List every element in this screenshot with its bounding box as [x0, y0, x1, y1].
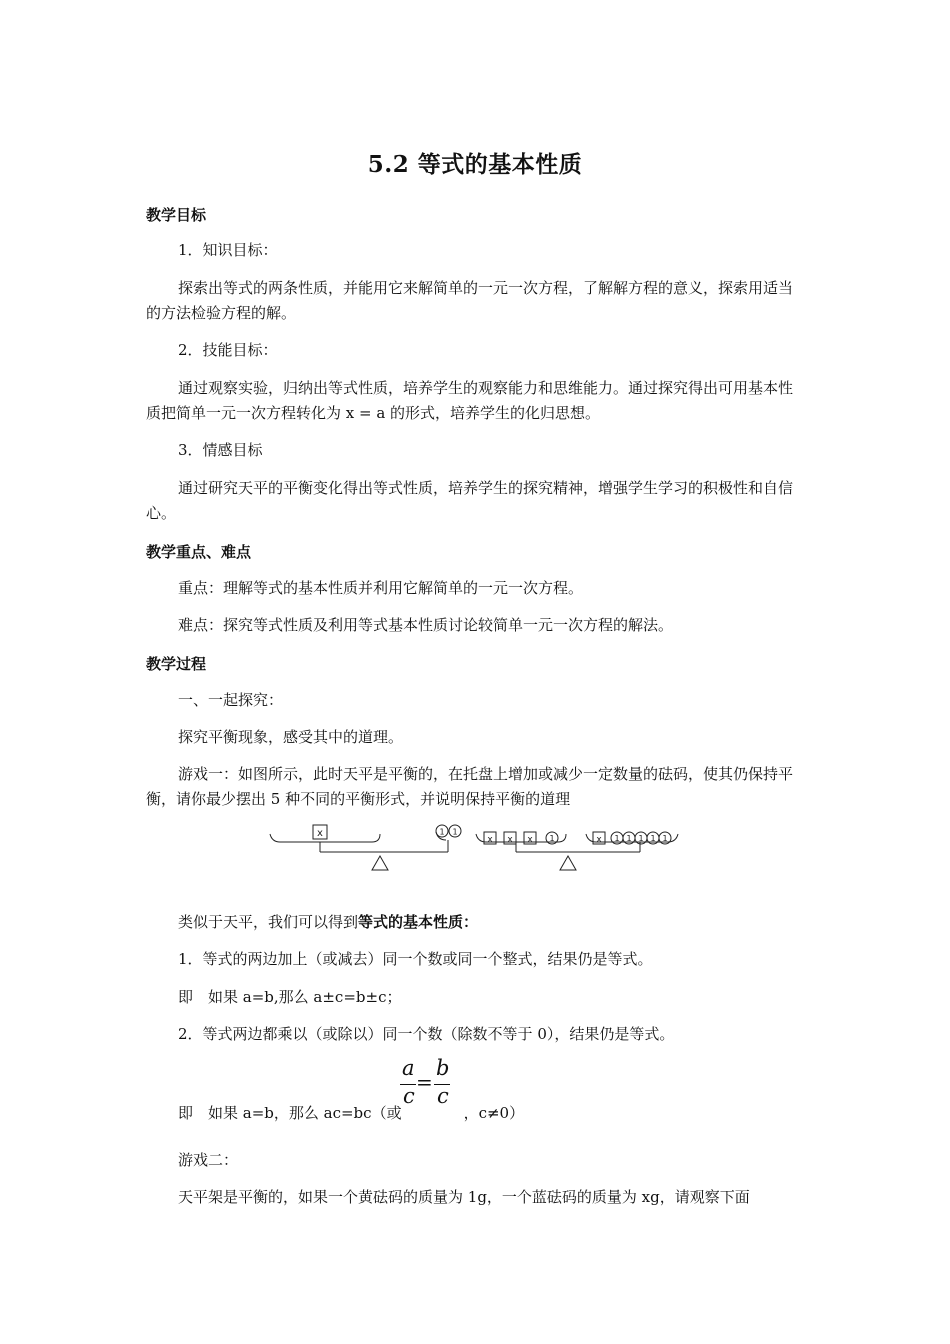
frac-c-left: c: [403, 1084, 415, 1108]
property-2: 2．等式两边都乘以（或除以）同一个数（除数不等于 0），结果仍是等式。: [178, 1025, 675, 1043]
game2-text: 天平架是平衡的，如果一个黄砝码的质量为 1g，一个蓝砝码的质量为 xg，请观察下面: [178, 1188, 750, 1206]
knowledge-goal-text: 探索出等式的两条性质，并能用它来解简单的一元一次方程，了解解方程的意义，探索用适当的方法检验方程的解。: [146, 279, 794, 322]
right-fulcrum: [560, 856, 576, 870]
rb-one-3: 1: [638, 834, 644, 843]
frac-bar-right: [434, 1084, 450, 1085]
rb-x3: x: [527, 835, 533, 845]
rb-x2: x: [507, 835, 513, 845]
rb-x4: x: [596, 835, 602, 845]
frac-a: a: [402, 1056, 415, 1080]
rb-one-2: 1: [626, 834, 632, 843]
key-point: 重点：理解等式的基本性质并利用它解简单的一元一次方程。: [178, 579, 584, 597]
prop2-formula-post: ，c≠0）: [463, 1104, 525, 1122]
frac-b: b: [436, 1056, 450, 1080]
heading-keypoints: 教学重点、难点: [146, 543, 252, 561]
frac-c-right: c: [437, 1084, 449, 1108]
emotion-goal-label: 3．情感目标: [178, 441, 263, 459]
property-1-formula: 即 如果 a=b,那么 a±c=b±c；: [178, 988, 402, 1006]
frac-equals: =: [416, 1070, 433, 1094]
knowledge-goal-label: 1．知识目标：: [178, 241, 278, 259]
similar-text: 类似于天平，我们可以得到: [178, 913, 359, 931]
heading-goals: 教学目标: [146, 206, 207, 224]
rb-one-1: 1: [614, 834, 620, 843]
property-2-formula: [178, 1101, 524, 1125]
rb-x1: x: [487, 835, 493, 845]
balance-figure: [268, 820, 688, 880]
rb-one-5: 1: [662, 834, 668, 843]
step-explore: 一、一起探究：: [178, 691, 284, 709]
similar-line: [178, 910, 478, 934]
left-one-b: 1: [452, 827, 458, 837]
difficult-point: 难点：探究等式性质及利用等式基本性质讨论较简单一元一次方程的解法。: [178, 616, 674, 634]
left-pan-left: [270, 834, 380, 842]
frac-bar-left: [400, 1084, 416, 1085]
emotion-goal-text: 通过研究天平的平衡变化得出等式性质，培养学生的探究精神，增强学生学习的积极性和自信心。: [146, 479, 794, 522]
game2-label: 游戏二：: [178, 1151, 239, 1169]
left-x-label: x: [317, 828, 323, 839]
page-title: 5.2 等式的基本性质: [367, 151, 583, 178]
rb-one-l: 1: [549, 834, 555, 843]
game1-text: 游戏一：如图所示，此时天平是平衡的，在托盘上增加或减少一定数量的砝码，使其仍保持平衡，请你最少摆出 5 种不同的平衡形式，并说明保持平衡的道理: [146, 765, 794, 808]
left-fulcrum: [372, 856, 388, 870]
prop2-formula-pre: 即 如果 a=b，那么 ac=bc（或: [178, 1104, 402, 1122]
rb-one-4: 1: [650, 834, 656, 843]
property-1: 1．等式的两边加上（或减去）同一个数或同一个整式，结果仍是等式。: [178, 950, 653, 968]
left-one-a: 1: [439, 827, 445, 837]
skill-goal-text: 通过观察实验，归纳出等式性质，培养学生的观察能力和思维能力。通过探究得出可用基本性质把简单一元一次方程转化为 x = a 的形式，培养学生的化归思想。: [146, 379, 794, 422]
heading-process: 教学过程: [146, 655, 207, 673]
skill-goal-label: 2．技能目标：: [178, 341, 278, 359]
similar-bold: 等式的基本性质：: [358, 913, 479, 931]
explore-text: 探究平衡现象，感受其中的道理。: [178, 728, 404, 746]
